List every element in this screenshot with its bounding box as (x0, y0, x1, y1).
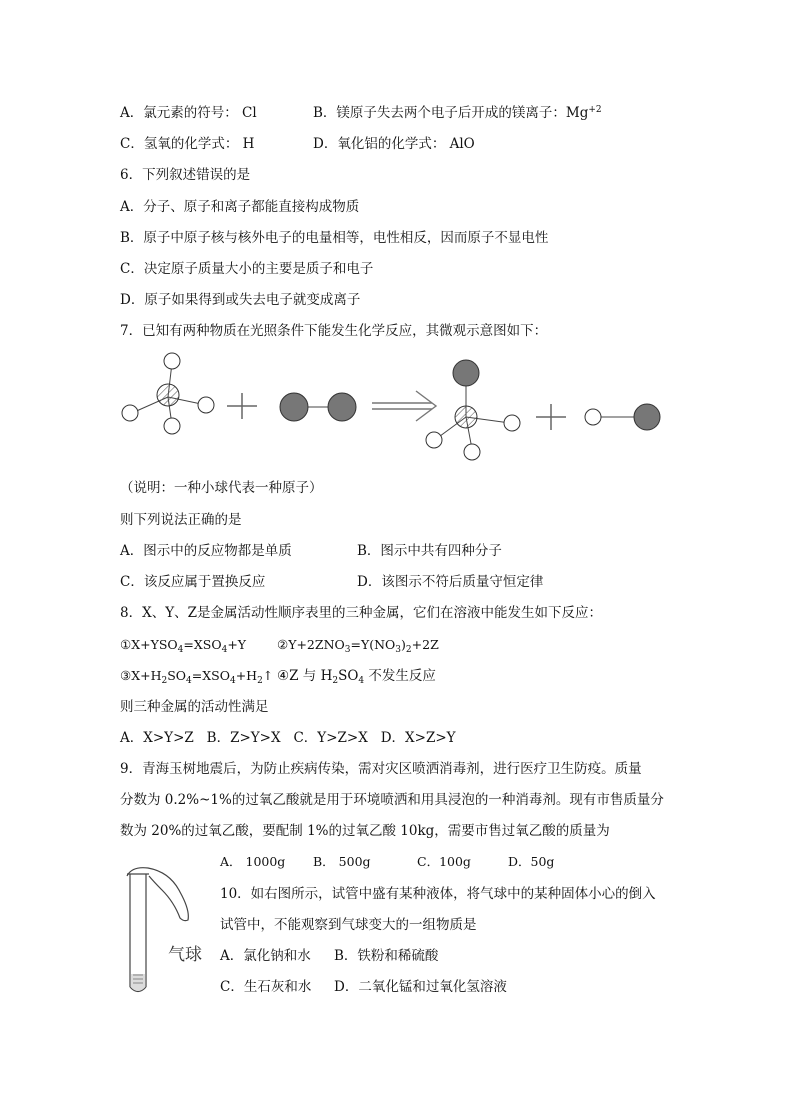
r3-part: +H (235, 668, 258, 683)
q8-reaction-2 (277, 636, 439, 654)
q9-option-d: D．50g (508, 854, 555, 869)
r1-part: =XSO (183, 637, 222, 652)
q7-option-c: C．该反应属于置换反应 (120, 574, 266, 590)
q10-test-tube-figure (118, 862, 218, 1002)
r2-part: ②Y+2ZNO (277, 637, 345, 652)
test-tube (127, 874, 149, 992)
r2-part: ) (401, 637, 406, 652)
r3-sub: 4 (229, 676, 236, 686)
r1-part: ①X+YSO (120, 637, 178, 652)
r1-sub: 4 (221, 645, 228, 655)
r3-sub: 4 (186, 676, 192, 686)
q8-stem: 8．X、Y、Z是金属活动性顺序表里的三种金属，它们在溶液中能发生如下反应： (120, 605, 602, 621)
q8-ask: 则三种金属的活动性满足 (120, 699, 269, 715)
q7-note: （说明：一种小球代表一种原子） (120, 480, 323, 496)
q10-option-a: A．氯化钠和水 (220, 948, 311, 964)
q6-option-b: B．原子中原子核与核外电子的电量相等，电性相反，因而原子不显电性 (120, 230, 549, 246)
q6-option-a: A．分子、原子和离子都能直接构成物质 (120, 199, 360, 215)
balloon-label: 气球 (168, 945, 202, 965)
r2-part: +2Z (411, 637, 439, 652)
q10-option-c: C．生石灰和水 (220, 979, 312, 995)
q8-reaction-3 (120, 667, 273, 685)
q6-option-d: D．原子如果得到或失去电子就变成离子 (120, 292, 361, 308)
r4-part: 不发生反应 (364, 668, 436, 684)
q9-line-2: 分数为 0.2%~1%的过氧乙酸就是用于环境喷洒和用具浸泡的一种消毒剂。现有市售质量分 (120, 792, 664, 808)
r2-sub: 3 (395, 645, 402, 655)
r4-sub: 2 (332, 676, 339, 686)
r1-sub: 4 (177, 645, 184, 655)
r3-part: SO (167, 668, 187, 683)
q7-reaction-diagram (110, 345, 690, 470)
r2-part: =Y(NO (350, 637, 396, 652)
r3-part: ↑ (262, 668, 274, 683)
plus-sign-2 (536, 404, 566, 430)
balloon-shape (127, 868, 188, 921)
q7-option-a: A．图示中的反应物都是单质 (120, 543, 292, 559)
q10-option-d: D．二氧化锰和过氧化氢溶液 (334, 979, 507, 995)
q5-option-a: A．氯元素的符号： Cl (120, 105, 257, 121)
q5-option-d: D．氧化铝的化学式： AlO (313, 136, 475, 152)
q8-reaction-1 (120, 636, 246, 654)
reaction-arrow (372, 391, 436, 421)
reactant-molecule-2 (280, 393, 356, 421)
q9-option-c: C．100g (417, 854, 471, 869)
q9-option-b: B． 500g (313, 854, 371, 869)
q5-option-b-text: B．镁原子失去两个电子后开成的镁离子：Mg (313, 105, 589, 121)
q5-option-b-charge: +2 (588, 105, 602, 115)
q8-reaction-4 (277, 667, 436, 685)
q10-line-2: 试管中，不能观察到气球变大的一组物质是 (220, 917, 477, 933)
q10-line-1: 10．如右图所示，试管中盛有某种液体，将气球中的某种固体小心的倒入 (220, 886, 656, 902)
r4-part: SO (338, 668, 359, 684)
q5-option-b (313, 104, 602, 122)
r2-sub: 3 (344, 645, 351, 655)
plus-sign-1 (227, 393, 257, 419)
q9-option-a: A． 1000g (220, 854, 286, 869)
q7-stem: 7．已知有两种物质在光照条件下能发生化学反应，其微观示意图如下： (120, 323, 548, 339)
q7-option-d: D．该图示不符后质量守恒定律 (357, 574, 544, 590)
q5-option-c: C．氢氧的化学式： H (120, 136, 255, 152)
r4-part: ④Z 与 H (277, 668, 333, 684)
r3-sub: 2 (161, 676, 168, 686)
q7-ask: 则下列说法正确的是 (120, 512, 242, 528)
q10-option-b: B．铁粉和稀硫酸 (334, 948, 439, 964)
r3-part: =XSO (191, 668, 230, 683)
r1-part: +Y (227, 637, 247, 652)
q6-stem: 6．下列叙述错误的是 (120, 167, 251, 183)
reactant-molecule-1 (122, 353, 214, 434)
q8-options: A．X>Y>Z B．Z>Y>X C．Y>Z>X D．X>Z>Y (120, 730, 456, 746)
q9-line-3: 数为 20%的过氧乙酸，要配制 1%的过氧乙酸 10kg，需要市售过氧乙酸的质量为 (120, 823, 610, 839)
r3-sub: 2 (257, 676, 263, 686)
q6-option-c: C．决定原子质量大小的主要是质子和电子 (120, 261, 374, 277)
q7-option-b: B．图示中共有四种分子 (357, 543, 502, 559)
r4-sub: 4 (358, 676, 365, 686)
liquid-in-tube (131, 974, 146, 991)
r3-part: ③X+H (120, 668, 162, 683)
product-molecule-1 (426, 360, 520, 460)
product-molecule-2 (585, 404, 660, 430)
r2-sub: 2 (405, 645, 412, 655)
q9-line-1: 9．青海玉树地震后，为防止疾病传染，需对灾区喷洒消毒剂，进行医疗卫生防疫。质量 (120, 761, 642, 777)
